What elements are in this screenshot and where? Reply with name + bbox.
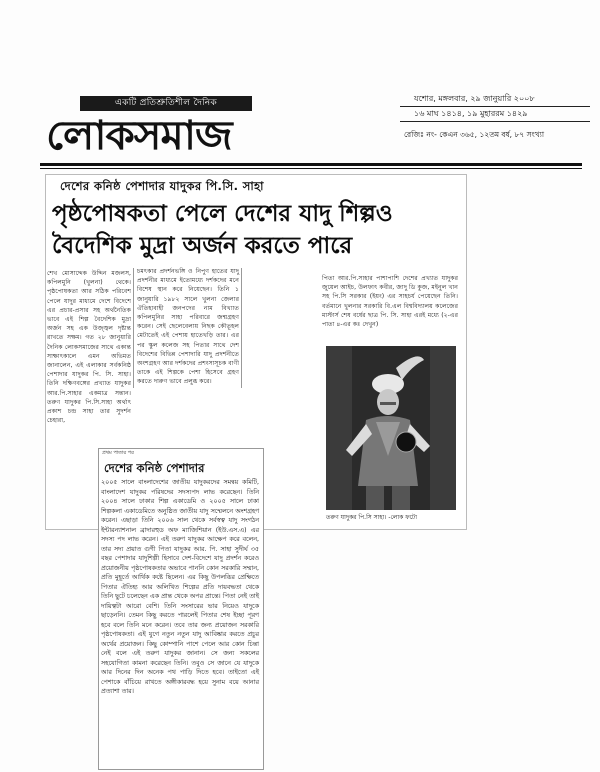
- column-divider: [241, 268, 242, 388]
- masthead-rule-thin: [40, 168, 582, 169]
- headline-line-1: পৃষ্ঠপোষকতা পেলে দেশের যাদু শিল্পও: [52, 200, 393, 227]
- masthead-logo: লোকসমাজ: [46, 112, 232, 159]
- article-column-2: চমৎকার প্রদর্শনভঙ্গি ও নিপুণ হাতের যাদু প্রদর্শনীর মাধ্যমে ইতোমধ্যে দর্শকদের মনে বিশেষ স্থান করে নিয়েছেন। তিনি ১ জানুয়ারি ১৯৮২ সালে খুলনা জেলার ঐতিহ্যবাহী জনপদের নাম বিখ্যাত কপিলমুনির সাহা পরিবারে জন্মগ্রহণ করেন। সেই ছেলেবেলায় নিছক কৌতূহল মেটাতেই এই পেশায় হাতেখড়ি তার। এর পর স্কুল কলেজ সহ পিতার সাথে দেশ বিদেশের বিভিন্ন পেশাদারি যাদু প্রদর্শনীতে অংশগ্রহণ আর দর্শকদের প্রশংসাসূচক বাণী তাকে এই শিল্পকে পেশা হিসেবে গ্রহণ করতে দারুণ ভাবে প্রলুব্ধ করে।: [137, 268, 239, 386]
- masthead-rule-thick: [40, 163, 582, 166]
- photo-caption: তরুণ যাদুকর পি.সি সাহা। -লোক ফটো: [326, 514, 418, 521]
- masthead-date-block: [400, 92, 590, 122]
- registration-line: রেজিঃ নং- কেএন ৩৬৫, ১২তম বর্ষ, ৮৭ সংখ্যা: [404, 130, 545, 139]
- continuation-body: ২০০৫ সালে বাংলাদেশের জাতীয় যাদুকরদের সমন্বয় কমিটি, বাংলাদেশ যাদুকর পরিষদের সদস্যপদ লাভ করেছেন। তিনি ২০০৪ সালে ঢাকার শিল্প একাডেমি ও ২০০৫ সালে ঢাকা শিল্পকলা একাডেমিতে অনুষ্ঠিত জাতীয় যাদু সম্মেলনে অংশগ্রহণ করেন। এছাড়া তিনি ২০০৬ সাল থেকে সর্বস্বত্ব যাদু সংগঠন ইন্টারন্যাশনাল ব্রাদারহুড অফ ম্যাজিশিয়ান (ইউ.এস.এ) এর সদস্য পদ লাভ করেন। এই তরুণ যাদুকর আক্ষেপ করে বলেন, তার সদ্য প্রয়াত গুণী পিতা যাদুকর আর. পি. সাহা সুদীর্ঘ ৩৫ বছর পেশাদার যাদুশিল্পী হিসাবে দেশ-বিদেশে যাদু প্রদর্শন করেও প্রয়োজনীয় পৃষ্ঠপোষকতার অভাবে পাননি কোন সরকারি সম্মান, প্রতি মুহূর্তে আর্থিক কষ্টে ছিলেন। এর কিছু উপলব্ধির প্রেক্ষিতে পিতার ঐতিহ্য আর অলিখিত শিল্পের প্রতি দায়বদ্ধতা থেকে তিনি ছুটে চলেছেন এক প্রান্ত থেকে অপর প্রান্তে। পিতা নেই তাই দায়িত্বটা আরো বেশি। তিনি সংসারের ভার নিয়েও যাদুকে ছাড়েননি। তেমন কিছু করতে পারলেই পিতার শেষ ইচ্ছা পূরণ হবে বলে তিনি মনে করেন। তবে তার জন্য প্রয়োজন সরকারি পৃষ্ঠপোষকতা। এই যুগে নতুন নতুন যাদু আবিষ্কার করতে প্রচুর অর্থের প্রয়োজন। কিছু কোম্পানি পাশে পেলে আর কোন চিন্তা নেই বলে এই তরুণ যাদুকর জানান। সে জন্য সকলের সহযোগিতা কামনা করেছেন তিনি। তবুও সে জানে যে যাদুকে আর দিনের দিন অনেক পথ পাড়ি দিতে হবে। তাইতো এই পেশাকে বাঁচিয়ে রাখতে অঙ্গীকারবদ্ধ হয়ে সুনাম বয়ে আনার প্রত্যাশা তার।: [101, 479, 259, 695]
- article-column-4: পিতা আর.পি.সাহার পাশাপাশি দেশের প্রখ্যাত যাদুকর জুয়েল আইচ, উলফাৎ কবীর, জাদু ডি কুজ, মইনুল খান সহ পি.সি সরকার (ইয়ং) এর সাহচর্য পেয়েছেন তিনি। বর্তমানে খুলনার সরকারি বি.এল বিশ্ববিদ্যালয় কলেজের মাস্টার্স শেষ বর্ষের ছাত্র পি. সি. সাহা এরই মধ্যে (২-এর পাতা ৪-এর কঃ দেখুন): [322, 275, 458, 329]
- magician-photo: [326, 346, 456, 510]
- continuation-title: দেশের কনিষ্ঠ পেশাদার: [104, 461, 205, 475]
- date-line-2: ১৬ মাঘ ১৪১৪, ১৯ মুহাররম ১৪২৯: [400, 107, 590, 122]
- article-headline: [52, 198, 462, 262]
- column-divider: [133, 268, 134, 388]
- masthead-tagline: একটি প্রতিশ্রুতিশীল দৈনিক: [80, 96, 252, 111]
- article-column-1: শেখ মোসাদ্দেক উদ্দিন মজলস, কপিলমুনি (খুলনা) থেকে। পৃষ্ঠপোষকতা আর সঠিক পরিবেশ পেলে যাদুর মাধ্যমে দেশে বিদেশে এর প্রচার-প্রসার সহ অর্থনৈতিক ভাবে এই শিল্প বৈদেশিক মুদ্রা অর্জন সহ এক উজ্জ্বল দৃষ্টান্ত রাখতে সক্ষম। গত ২৮ জানুয়ারি দৈনিক লোকসমাজের সাথে একান্ত সাক্ষাৎকালে এমন অভিমত জানালেন, এই এলাকার সর্বকনিষ্ঠ পেশাদার যাদুকর পি. সি. সাহা। তিনি দক্ষিণবঙ্গের প্রখ্যাত যাদুকর আর.পি.সাহার একমাত্র সন্তান। তরুণ যাদুকর পি.সি.সাহা অর্থাৎ প্রকাশ চন্দ্র সাহা তার সুদর্শন চেহারা,: [47, 270, 131, 425]
- magician-illustration: [326, 346, 456, 510]
- continuation-ref: প্রথম পাতার পর: [102, 450, 134, 456]
- article-kicker: দেশের কনিষ্ঠ পেশাদার যাদুকর পি.সি. সাহা: [60, 179, 264, 193]
- date-line-1: যশোর, মঙ্গলবার, ২৯ জানুয়ারি ২০০৮: [400, 92, 590, 107]
- headline-line-2: বৈদেশিক মুদ্রা অর্জন করতে পারে: [52, 232, 353, 259]
